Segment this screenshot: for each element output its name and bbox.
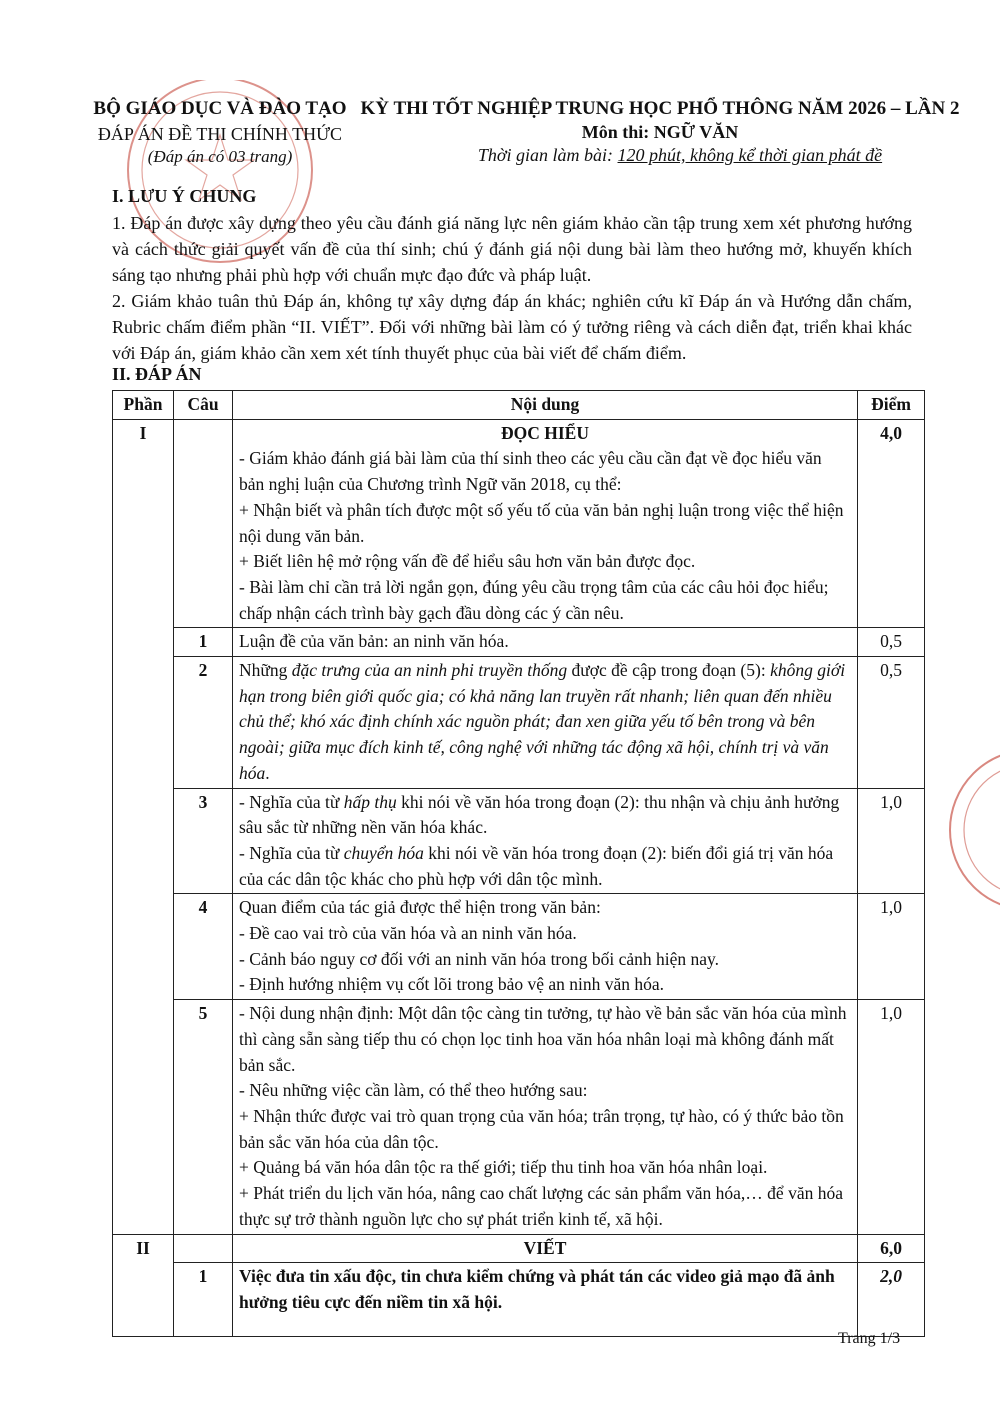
- answer-line: - Định hướng nhiệm vụ cốt lõi trong bảo vệ an ninh văn hóa.: [239, 974, 665, 995]
- question-score: 2,0: [858, 1263, 925, 1337]
- section-general-notes-title: I. LƯU Ý CHUNG: [112, 186, 257, 206]
- part-title: ĐỌC HIỂU: [501, 422, 589, 443]
- table-row: [113, 788, 925, 894]
- intro-line: - Bài làm chỉ cần trả lời ngắn gọn, đúng yêu cầu trọng tâm của các câu hỏi đọc hiểu; chấp nhận cách trình bày gạch đầu dòng các ý cần nêu.: [239, 576, 829, 623]
- question-score: 0,5: [858, 657, 925, 789]
- answer-line: - Cảnh báo nguy cơ đối với an ninh văn hóa trong bối cảnh hiện nay.: [239, 948, 720, 969]
- question-score: 1,0: [858, 788, 925, 894]
- question-score: 0,5: [858, 628, 925, 657]
- answer-term: đặc trưng của an ninh phi truyền thống: [291, 660, 568, 681]
- question-number: 1: [174, 1263, 233, 1337]
- answer-line: - Nghĩa của từ hấp thụ khi nói về văn hóa trong đoạn (2): thu nhận và chịu ảnh hưởng sâu sắc từ những nền văn hóa khác.: [239, 791, 840, 838]
- answer-end: .: [265, 762, 270, 783]
- seal-stamp-fragment: [935, 730, 1000, 930]
- answer-line: - Nghĩa của từ chuyển hóa khi nói về văn hóa trong đoạn (2): biến đổi giá trị văn hóa của các dân tộc khác cho phù hợp với dân tộc mình.: [239, 842, 834, 889]
- time-prefix: Thời gian làm bài:: [477, 145, 618, 165]
- document-type: ĐÁP ÁN ĐỀ THI CHÍNH THỨC: [97, 124, 343, 144]
- answer-line: Quan điểm của tác giả được thể hiện trong văn bản:: [239, 897, 601, 918]
- page-count-note: (Đáp án có 03 trang): [147, 147, 293, 166]
- table-row: [113, 1000, 925, 1234]
- question-number: 2: [174, 657, 233, 789]
- answer-line: + Phát triển du lịch văn hóa, nâng cao chất lượng các sản phẩm văn hóa,… để văn hóa thực sự trở thành nguồn lực cho sự phát triển kinh tế, xã hội.: [239, 1183, 843, 1229]
- part-score: 4,0: [858, 419, 925, 628]
- page-number: Trang 1/3: [838, 1330, 901, 1347]
- intro-line: + Biết liên hệ mở rộng vấn đề để hiểu sâu hơn văn bản được đọc.: [239, 551, 696, 572]
- answer-line: + Nhận thức được vai trò quan trọng của văn hóa; trân trọng, tự hào, có ý thức bảo tồn bản sắc văn hóa của dân tộc.: [239, 1105, 844, 1152]
- note-paragraph-2: 2. Giám khảo tuân thủ Đáp án, không tự xây dựng đáp án khác; nghiên cứu kĩ Đáp án và Hướng dẫn chấm, Rubric chấm điểm phần “II. VIẾT”. Đối với những bài làm có ý tưởng riêng và cách diễn đạt, triển khai khác với Đáp án, giám khảo cần xem xét tính thuyết phục của bài viết để chấm điểm.: [112, 291, 912, 363]
- answer-text: [233, 657, 858, 789]
- table-header-row: [113, 391, 925, 420]
- header-part: Phần: [113, 391, 174, 420]
- question-number: 4: [174, 894, 233, 1000]
- answer-text: [233, 894, 858, 1000]
- answer-line: - Đề cao vai trò của văn hóa và an ninh văn hóa.: [239, 923, 577, 944]
- question-number: 3: [174, 788, 233, 894]
- answer-mid: được đề cập trong đoạn (5):: [567, 660, 771, 681]
- table-row: [113, 628, 925, 657]
- exam-time: [360, 145, 960, 166]
- answer-italic: không giới hạn trong biên giới quốc gia; có khả năng lan truyền rất nhanh; liên quan đến nhiều chủ thể; khó xác định chính xác nguồn phát; đan xen giữa yếu tố bên trong và bên ngoài; giữa mục đích kinh tế, công nghệ với những tác động xã hội, chính trị và văn hóa: [239, 660, 846, 783]
- answer-text: Việc đưa tin xấu độc, tin chưa kiểm chứng và phát tán các video giả mạo đã ảnh hưởng tiêu cực đến niềm tin xã hội.: [233, 1263, 858, 1337]
- table-row: [113, 419, 925, 628]
- part-label: I: [113, 419, 174, 1234]
- answer-text: [233, 788, 858, 894]
- header-content: Nội dung: [233, 391, 858, 420]
- part-score: 6,0: [858, 1234, 925, 1263]
- table-row: [113, 1263, 925, 1337]
- table-row: [113, 894, 925, 1000]
- intro-line: + Nhận biết và phân tích được một số yếu tố của văn bản nghị luận trong việc thể hiện nội dung văn bản.: [239, 499, 844, 546]
- answer-prefix: Những: [239, 660, 292, 681]
- time-value: 120 phút, không kể thời gian phát đề: [617, 145, 883, 165]
- ministry-name: BỘ GIÁO DỤC VÀ ĐÀO TẠO: [93, 98, 347, 119]
- header-score: Điểm: [858, 391, 925, 420]
- header-question: Câu: [174, 391, 233, 420]
- answer-text: Luận đề của văn bản: an ninh văn hóa.: [233, 628, 858, 657]
- answer-line: - Nội dung nhận định: Một dân tộc càng tin tưởng, tự hào về bản sắc văn hóa của mình thì càng sẵn sàng tiếp thu có chọn lọc tinh hoa văn hóa nhân loại mà không đánh mất bản sắc.: [239, 1003, 847, 1075]
- note-paragraph-1: 1. Đáp án được xây dựng theo yêu cầu đánh giá năng lực nên giám khảo cần tập trung xem xét phương hướng và cách thức giải quyết vấn đề của thí sinh; chú ý đánh giá nội dung bài làm theo hướng mở, khuyến khích sáng tạo nhưng phải phù hợp với chuẩn mực đạo đức và pháp luật.: [112, 213, 912, 285]
- answer-line: + Quảng bá văn hóa dân tộc ra thế giới; tiếp thu tinh hoa văn hóa nhân loại.: [239, 1157, 768, 1178]
- question-number: 5: [174, 1000, 233, 1234]
- part-label: II: [113, 1234, 174, 1337]
- answer-table: [112, 390, 925, 1337]
- question-number: 1: [174, 628, 233, 657]
- part-intro-cell: [233, 419, 858, 628]
- question-score: 1,0: [858, 1000, 925, 1234]
- answer-text: [233, 1000, 858, 1234]
- table-row: [113, 657, 925, 789]
- section-answer-title: II. ĐÁP ÁN: [112, 364, 202, 384]
- subject-title: Môn thi: NGỮ VĂN: [581, 122, 739, 142]
- table-row: [113, 1234, 925, 1263]
- header-right: [360, 98, 960, 166]
- answer-line: - Nêu những việc cần làm, có thể theo hướng sau:: [239, 1080, 588, 1101]
- part-title: VIẾT: [233, 1234, 858, 1263]
- header-left: [80, 98, 360, 167]
- intro-line: - Giám khảo đánh giá bài làm của thí sinh theo các yêu cầu cần đạt về đọc hiểu văn bản nghị luận của Chương trình Ngữ văn 2018, cụ thể:: [239, 448, 822, 495]
- question-score: 1,0: [858, 894, 925, 1000]
- exam-title: KỲ THI TỐT NGHIỆP TRUNG HỌC PHỔ THÔNG NĂM 2026 – LẦN 2: [360, 98, 960, 119]
